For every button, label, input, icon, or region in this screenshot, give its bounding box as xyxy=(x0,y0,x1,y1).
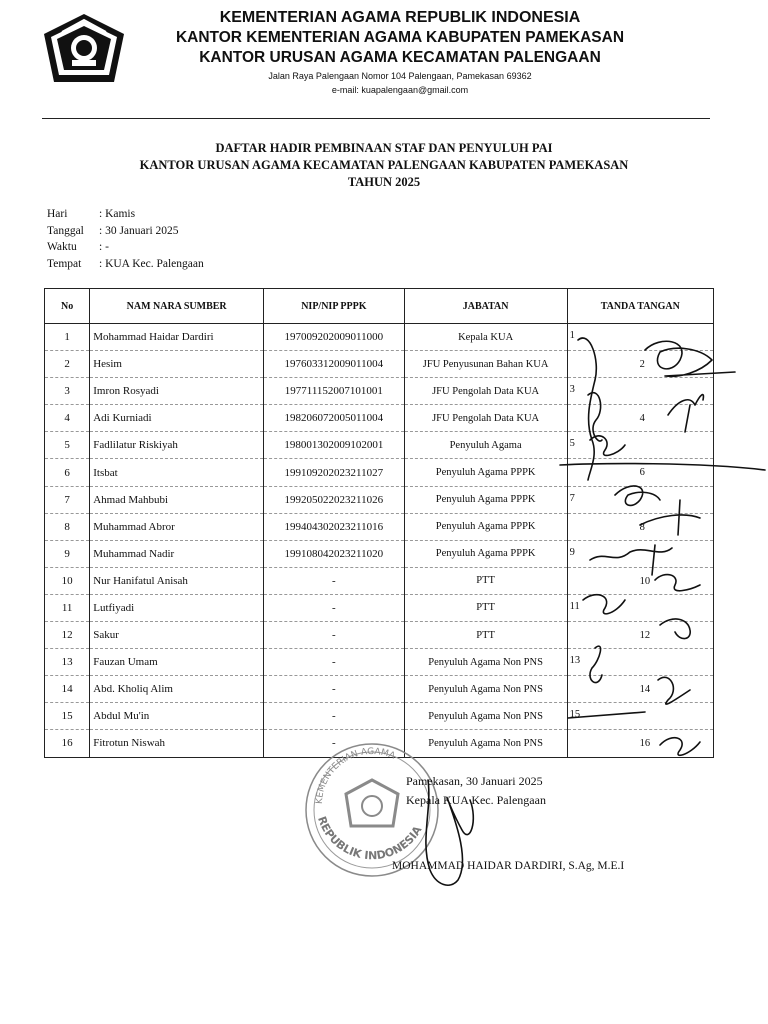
signature-number: 12 xyxy=(639,630,651,642)
cell-name: Muhammad Nadir xyxy=(90,540,264,567)
stamp-bottom-text: REPUBLIK INDONESIA xyxy=(315,814,425,863)
cell-nip: 198206072005011004 xyxy=(264,405,405,432)
table-row xyxy=(45,513,714,540)
cell-signature xyxy=(567,567,713,594)
cell-position: Penyuluh Agama PPPK xyxy=(404,459,567,486)
ministry-logo-icon xyxy=(42,12,126,84)
table-row xyxy=(45,432,714,459)
cell-position: Penyuluh Agama Non PNS xyxy=(404,649,567,676)
table-row xyxy=(45,486,714,513)
cell-no: 9 xyxy=(45,540,90,567)
cell-signature xyxy=(567,730,713,757)
info-row-place xyxy=(47,256,204,273)
cell-nip: - xyxy=(264,703,405,730)
col-header-no: No xyxy=(45,289,90,324)
table-row xyxy=(45,324,714,351)
cell-name: Fadlilatur Riskiyah xyxy=(90,432,264,459)
cell-no: 5 xyxy=(45,432,90,459)
table-row xyxy=(45,405,714,432)
cell-no: 4 xyxy=(45,405,90,432)
cell-no: 14 xyxy=(45,676,90,703)
info-value: : - xyxy=(99,241,109,253)
cell-nip: 199108042023211020 xyxy=(264,540,405,567)
cell-no: 3 xyxy=(45,378,90,405)
cell-nip: 197711152007101001 xyxy=(264,378,405,405)
cell-position: Penyuluh Agama Non PNS xyxy=(404,703,567,730)
cell-nip: 197009202009011000 xyxy=(264,324,405,351)
cell-signature xyxy=(567,459,713,486)
info-row-time xyxy=(47,239,204,256)
cell-position: Penyuluh Agama xyxy=(404,432,567,459)
cell-nip: - xyxy=(264,594,405,621)
letterhead-address: Jalan Raya Palengaan Nomor 104 Palengaan, Pamekasan 69362 xyxy=(268,71,532,81)
table-row xyxy=(45,567,714,594)
signature-number: 6 xyxy=(639,467,645,479)
cell-nip: 199109202023211027 xyxy=(264,459,405,486)
letterhead-district-office: KANTOR KEMENTERIAN AGAMA KABUPATEN PAMEKASAN xyxy=(175,29,625,46)
info-value: : Kamis xyxy=(99,208,136,220)
cell-position: Penyuluh Agama Non PNS xyxy=(404,730,567,757)
cell-signature xyxy=(567,432,713,459)
cell-nip: - xyxy=(264,649,405,676)
info-row-day xyxy=(47,206,204,223)
cell-nip: - xyxy=(264,567,405,594)
cell-name: Sakur xyxy=(90,622,264,649)
letterhead xyxy=(0,0,768,120)
cell-signature xyxy=(567,676,713,703)
title-line-3: TAHUN 2025 xyxy=(347,175,421,189)
letterhead-divider xyxy=(42,118,710,119)
cell-position: PTT xyxy=(404,622,567,649)
title-line-1: DAFTAR HADIR PEMBINAAN STAF DAN PENYULUH PAI xyxy=(215,141,553,155)
cell-no: 13 xyxy=(45,649,90,676)
document-title xyxy=(0,140,768,191)
col-header-position: JABATAN xyxy=(404,289,567,324)
cell-name: Nur Hanifatul Anisah xyxy=(90,567,264,594)
cell-nip: 198001302009102001 xyxy=(264,432,405,459)
table-row xyxy=(45,622,714,649)
cell-name: Hesim xyxy=(90,351,264,378)
info-label: Tempat xyxy=(47,257,82,270)
attendance-table xyxy=(44,288,714,758)
cell-nip: 197603312009011004 xyxy=(264,351,405,378)
info-value: : 30 Januari 2025 xyxy=(99,224,179,237)
cell-name: Abd. Kholiq Alim xyxy=(90,676,264,703)
cell-signature xyxy=(567,378,713,405)
title-line-2: KANTOR URUSAN AGAMA KECAMATAN PALENGAAN KABUPATEN PAMEKASAN xyxy=(139,158,629,172)
cell-position: JFU Penyusunan Bahan KUA xyxy=(404,351,567,378)
cell-name: Fauzan Umam xyxy=(90,649,264,676)
cell-nip: - xyxy=(264,622,405,649)
info-label: Tanggal xyxy=(47,224,84,237)
cell-position: Penyuluh Agama Non PNS xyxy=(404,676,567,703)
cell-no: 2 xyxy=(45,351,90,378)
cell-position: Penyuluh Agama PPPK xyxy=(404,513,567,540)
cell-signature xyxy=(567,405,713,432)
cell-no: 16 xyxy=(45,730,90,757)
cell-name: Mohammad Haidar Dardiri xyxy=(90,324,264,351)
cell-nip: - xyxy=(264,730,405,757)
cell-name: Abdul Mu'in xyxy=(90,703,264,730)
stamp-top-text: KEMENTERIAN AGAMA xyxy=(314,746,397,805)
cell-signature xyxy=(567,351,713,378)
signer-name: MOHAMMAD HAIDAR DARDIRI, S.Ag, M.E.I xyxy=(392,860,625,872)
letterhead-kua-office: KANTOR URUSAN AGAMA KECAMATAN PALENGAAN xyxy=(199,49,601,66)
table-row xyxy=(45,540,714,567)
signature-number: 1 xyxy=(569,330,575,341)
cell-signature xyxy=(567,486,713,513)
cell-position: Penyuluh Agama PPPK xyxy=(404,486,567,513)
cell-nip: - xyxy=(264,676,405,703)
info-label: Waktu xyxy=(47,241,77,253)
signature-number: 8 xyxy=(639,521,645,533)
cell-name: Lutfiyadi xyxy=(90,594,264,621)
cell-name: Muhammad Abror xyxy=(90,513,264,540)
cell-nip: 199404302023211016 xyxy=(264,513,405,540)
cell-signature xyxy=(567,649,713,676)
signature-number: 13 xyxy=(569,655,581,667)
table-row xyxy=(45,351,714,378)
table-row xyxy=(45,594,714,621)
cell-position: Kepala KUA xyxy=(404,324,567,351)
col-header-nip: NIP/NIP PPPK xyxy=(264,289,405,324)
signature-number: 10 xyxy=(639,575,651,587)
signature-number: 16 xyxy=(639,738,651,750)
cell-name: Itsbat xyxy=(90,459,264,486)
cell-no: 7 xyxy=(45,486,90,513)
info-row-date xyxy=(47,223,204,240)
cell-signature xyxy=(567,594,713,621)
cell-signature xyxy=(567,513,713,540)
signature-number: 9 xyxy=(569,546,575,558)
signature-number: 3 xyxy=(569,384,575,396)
table-row xyxy=(45,378,714,405)
info-value: : KUA Kec. Palengaan xyxy=(99,257,204,270)
signature-number: 15 xyxy=(569,709,581,721)
cell-signature xyxy=(567,703,713,730)
letterhead-ministry: KEMENTERIAN AGAMA REPUBLIK INDONESIA xyxy=(219,9,581,26)
signer-position: Kepala KUA Kec. Palengaan xyxy=(406,793,546,807)
cell-no: 1 xyxy=(45,324,90,351)
cell-position: JFU Pengolah Data KUA xyxy=(404,378,567,405)
col-header-signature: TANDA TANGAN xyxy=(567,289,713,324)
cell-name: Adi Kurniadi xyxy=(90,405,264,432)
info-label: Hari xyxy=(47,208,68,220)
cell-nip: 199205022023211026 xyxy=(264,486,405,513)
signature-number: 2 xyxy=(639,359,645,371)
cell-no: 6 xyxy=(45,459,90,486)
signature-number: 4 xyxy=(639,413,645,425)
table-header-row xyxy=(45,289,714,324)
cell-signature xyxy=(567,324,713,351)
cell-name: Imron Rosyadi xyxy=(90,378,264,405)
cell-name: Fitrotun Niswah xyxy=(90,730,264,757)
event-info xyxy=(47,206,204,272)
cell-no: 11 xyxy=(45,594,90,621)
signature-number: 7 xyxy=(569,492,575,504)
table-row xyxy=(45,459,714,486)
cell-position: PTT xyxy=(404,567,567,594)
cell-position: PTT xyxy=(404,594,567,621)
place-date: Pamekasan, 30 Januari 2025 xyxy=(406,774,543,788)
table-row xyxy=(45,649,714,676)
cell-signature xyxy=(567,540,713,567)
cell-no: 12 xyxy=(45,622,90,649)
col-header-name: NAM NARA SUMBER xyxy=(90,289,264,324)
table-row xyxy=(45,676,714,703)
cell-no: 8 xyxy=(45,513,90,540)
letterhead-email: e-mail: kuapalengaan@gmail.com xyxy=(331,85,469,95)
signature-number: 11 xyxy=(569,600,580,612)
cell-position: Penyuluh Agama PPPK xyxy=(404,540,567,567)
signature-number: 5 xyxy=(569,438,575,450)
cell-no: 15 xyxy=(45,703,90,730)
cell-name: Ahmad Mahbubi xyxy=(90,486,264,513)
signature-number: 14 xyxy=(639,684,651,696)
approval-block xyxy=(406,772,546,810)
cell-position: JFU Pengolah Data KUA xyxy=(404,405,567,432)
cell-signature xyxy=(567,622,713,649)
cell-no: 10 xyxy=(45,567,90,594)
